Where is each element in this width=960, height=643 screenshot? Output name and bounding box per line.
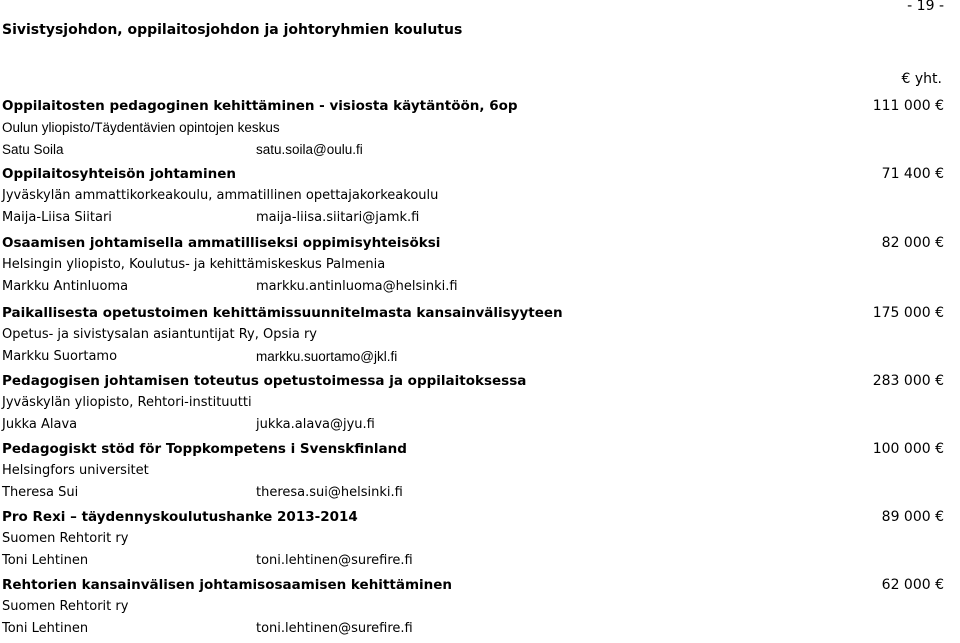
entry-contact-name: Maija-Liisa Siitari xyxy=(2,210,112,225)
entry-contact-name: Satu Soila xyxy=(2,142,64,157)
grant-entry xyxy=(0,441,960,507)
entry-organization: Helsingin yliopisto, Koulutus- ja kehittämiskeskus Palmenia xyxy=(2,257,386,272)
entry-organization: Oulun yliopisto/Täydentävien opintojen keskus xyxy=(2,120,280,135)
entry-contact-name: Markku Suortamo xyxy=(2,349,118,364)
entry-email: toni.lehtinen@surefire.fi xyxy=(256,553,413,568)
entry-amount: 175 000 € xyxy=(872,305,944,321)
entry-amount: 62 000 € xyxy=(881,577,944,593)
entry-contact-name: Theresa Sui xyxy=(2,485,79,500)
entry-organization: Jyväskylän yliopisto, Rehtori-instituutti xyxy=(2,395,252,410)
grant-entry xyxy=(0,305,960,371)
grant-entry xyxy=(0,577,960,643)
entry-email: markku.suortamo@jkl.fi xyxy=(256,349,398,364)
entry-amount: 82 000 € xyxy=(881,235,944,251)
grant-entry xyxy=(0,98,960,164)
entry-amount: 89 000 € xyxy=(881,509,944,525)
entry-amount: 283 000 € xyxy=(872,373,944,389)
entry-organization: Suomen Rehtorit ry xyxy=(2,599,129,614)
entry-organization: Suomen Rehtorit ry xyxy=(2,531,129,546)
entry-email: jukka.alava@jyu.fi xyxy=(256,417,375,432)
entry-title: Osaamisen johtamisella ammatilliseksi oppimisyhteisöksi xyxy=(2,235,441,251)
entry-organization: Jyväskylän ammattikorkeakoulu, ammatillinen opettajakorkeakoulu xyxy=(2,188,439,203)
grant-entry xyxy=(0,166,960,232)
entry-organization: Helsingfors universitet xyxy=(2,463,149,478)
entry-contact-name: Markku Antinluoma xyxy=(2,279,129,294)
grant-entry xyxy=(0,373,960,439)
entry-contact-name: Toni Lehtinen xyxy=(2,621,89,636)
entry-email: satu.soila@oulu.fi xyxy=(256,142,363,157)
entry-title: Oppilaitosten pedagoginen kehittäminen - visiosta käytäntöön, 6op xyxy=(2,98,518,114)
grant-entry xyxy=(0,509,960,575)
page-number: - 19 - xyxy=(907,0,944,14)
entry-contact-name: Jukka Alava xyxy=(2,417,78,432)
entry-email: theresa.sui@helsinki.fi xyxy=(256,485,403,500)
entry-email: maija-liisa.siitari@jamk.fi xyxy=(256,210,420,225)
entry-contact-name: Toni Lehtinen xyxy=(2,553,89,568)
grant-entry xyxy=(0,235,960,301)
amount-column-header: € yht. xyxy=(901,71,942,87)
entry-organization: Opetus- ja sivistysalan asiantuntijat Ry, Opsia ry xyxy=(2,327,318,342)
entry-amount: 111 000 € xyxy=(872,98,944,114)
entry-title: Pro Rexi – täydennyskoulutushanke 2013-2014 xyxy=(2,509,358,525)
entry-amount: 71 400 € xyxy=(881,166,944,182)
entry-email: markku.antinluoma@helsinki.fi xyxy=(256,279,458,294)
page-heading: Sivistysjohdon, oppilaitosjohdon ja johtoryhmien koulutus xyxy=(2,22,463,38)
entry-title: Pedagogiskt stöd för Toppkompetens i Svenskfinland xyxy=(2,441,407,457)
entry-title: Pedagogisen johtamisen toteutus opetustoimessa ja oppilaitoksessa xyxy=(2,373,527,389)
entry-title: Oppilaitosyhteisön johtaminen xyxy=(2,166,236,182)
entry-email: toni.lehtinen@surefire.fi xyxy=(256,621,413,636)
entry-title: Rehtorien kansainvälisen johtamisosaamisen kehittäminen xyxy=(2,577,453,593)
entry-title: Paikallisesta opetustoimen kehittämissuunnitelmasta kansainvälisyyteen xyxy=(2,305,563,321)
entry-amount: 100 000 € xyxy=(872,441,944,457)
